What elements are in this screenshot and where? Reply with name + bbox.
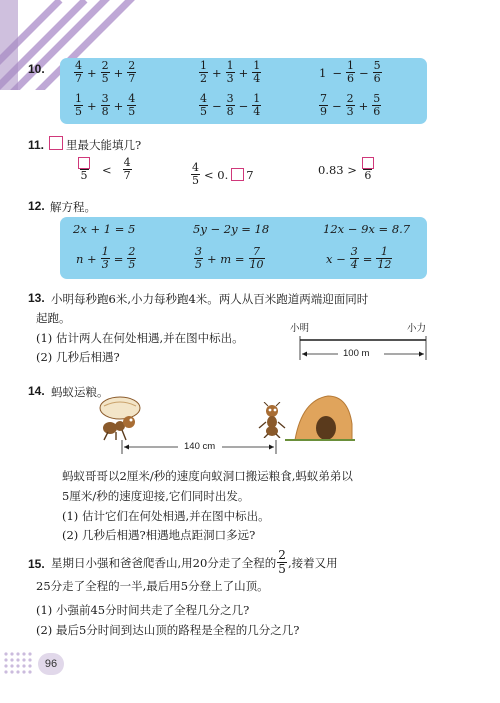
question-14-sub1: (1) 估计它们在何处相遇,并在图中标出。 (62, 509, 270, 523)
label-xiaoming: 小明 (290, 323, 310, 334)
q11-expr-3: 0.83 > 6 (315, 157, 376, 182)
q10-expr-r2c2: $\frac{4}{5}$ − $\frac{3}{8}$ − $\frac{1}{4}$ (200, 92, 261, 118)
ant-distance-label: 140 cm (184, 441, 216, 452)
ant-sister-icon (254, 402, 290, 438)
equation-3: 12x − 9x = 8.7 (323, 222, 411, 236)
question-14-text-line1: 蚂蚁哥哥以2厘米/秒的速度向蚁洞口搬运粮食,蚂蚁弟弟以 (62, 469, 353, 483)
equation-6: x − $\frac{3}{4}$ = $\frac{1}{12}$ (326, 245, 392, 271)
question-13-number: 13. (28, 291, 45, 305)
equation-4: n + $\frac{1}{3}$ = $\frac{2}{5}$ (76, 245, 136, 271)
question-14-title: 蚂蚁运粮。 (51, 385, 109, 399)
equation-5: $\frac{3}{5}$ + m = $\frac{7}{10}$ (195, 245, 264, 271)
question-10-number: 10. (28, 62, 45, 76)
label-xiaoli: 小力 (407, 323, 427, 334)
question-14-number: 14. (28, 384, 45, 398)
q11-expr-2: $\frac{4}{5}$ < 0. 7 (192, 161, 254, 187)
equation-2: 5y − 2y = 18 (193, 222, 270, 236)
question-11-number: 11. (28, 138, 45, 152)
q11-expr-1: 5 < $\frac{4}{7}$ (76, 157, 133, 182)
question-13-sub2: (2) 几秒后相遇? (36, 350, 120, 364)
question-11-prompt: 里最大能填几? (66, 138, 142, 152)
question-12-number: 12. (28, 199, 45, 213)
question-15-sub2: (2) 最后5分时间到达山顶的路程是全程的几分之几? (36, 623, 300, 637)
question-15-text-line1: 星期日小强和爸爸爬香山,用20分走了全程的 $\frac{2}{5}$ ,接着又用 (51, 548, 338, 576)
q10-expr-r1c3: 1 − $\frac{1}{6}$ − $\frac{5}{6}$ (319, 59, 381, 85)
answer-box[interactable] (49, 136, 63, 150)
track-distance-label: 100 m (343, 348, 370, 359)
question-13-text-line1: 小明每秒跑6米,小力每秒跑4米。两人从百米跑道两端迎面同时 (51, 292, 369, 306)
q10-expr-r2c1: $\frac{1}{5}$ + $\frac{3}{8}$ + $\frac{4}{5}$ (75, 92, 136, 118)
question-13-sub1: (1) 估计两人在何处相遇,并在图中标出。 (36, 331, 244, 345)
q10-expr-r1c2: $\frac{1}{2}$ + $\frac{1}{3}$ + $\frac{1}{4}$ (200, 59, 261, 85)
question-14-text-line2: 5厘米/秒的速度迎接,它们同时出发。 (62, 489, 250, 503)
question-15-sub1: (1) 小强前45分时间共走了全程几分之几? (36, 603, 250, 617)
answer-box[interactable] (231, 168, 244, 181)
answer-box[interactable] (362, 157, 374, 169)
question-15-text-line2: 25分走了全程的一半,最后用5分登上了山顶。 (36, 579, 269, 593)
question-13-text-line2: 起跑。 (36, 311, 71, 325)
question-15-number: 15. (28, 557, 45, 571)
q10-expr-r1c1: $\frac{4}{7}$ + $\frac{2}{5}$ + $\frac{2}{7}$ (75, 59, 136, 85)
question-14-sub2: (2) 几秒后相遇?相遇地点距洞口多远? (62, 528, 256, 542)
question-12-title: 解方程。 (50, 200, 96, 214)
equation-1: 2x + 1 = 5 (73, 222, 136, 236)
page-number: 96 (38, 653, 64, 675)
q10-expr-r2c3: $\frac{7}{9}$ − $\frac{2}{3}$ + $\frac{5}{6}$ (320, 92, 381, 118)
answer-box[interactable] (78, 157, 90, 169)
